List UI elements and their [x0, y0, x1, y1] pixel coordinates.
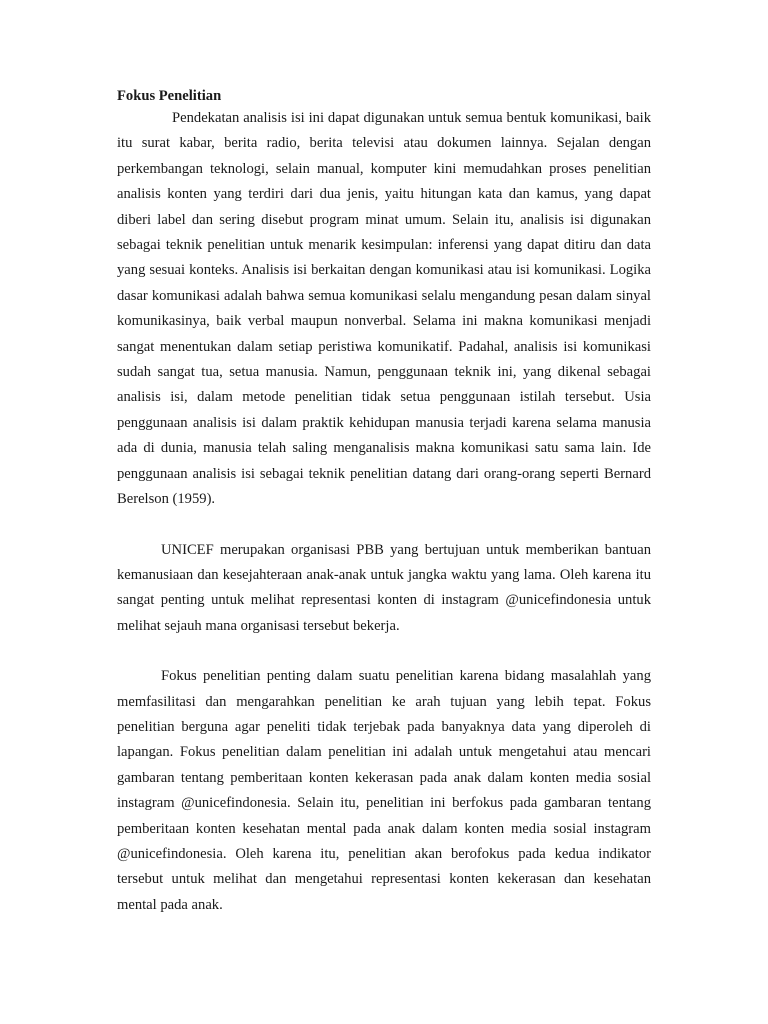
paragraph-unicef: UNICEF merupakan organisasi PBB yang bertujuan untuk memberikan bantuan kemanusiaan dan kesejahteraan anak-anak untuk jangka waktu yang lama. Oleh karena itu sangat penting untuk melihat representasi konten di instagram @unicefindonesia untuk melihat sejauh mana organisasi tersebut bekerja.	[117, 541, 651, 634]
paragraph-research-focus: Fokus penelitian penting dalam suatu penelitian karena bidang masalahlah yang memfasilitasi dan mengarahkan penelitian ke arah tujuan yang lebih tepat. Fokus penelitian berguna agar peneliti tidak terjebak pada banyaknya data yang diperoleh di lapangan. Fokus penelitian dalam penelitian ini adalah untuk mengetahui atau mencari gambaran tentang pemberitaan konten kekerasan pada anak dalam konten media sosial instagram @unicefindonesia. Selain itu, penelitian ini berfokus pada gambaran tentang pemberitaan konten kesehatan mental pada anak dalam konten media sosial instagram @unicefindonesia. Oleh karena itu, penelitian akan berofokus pada kedua indikator tersebut untuk melihat dan mengetahui representasi konten kekerasan dan kesehatan mental pada anak.	[117, 668, 651, 913]
paragraph-content-analysis: Pendekatan analisis isi ini dapat digunakan untuk semua bentuk komunikasi, baik itu surat kabar, berita radio, berita televisi atau dokumen lainnya. Sejalan dengan perkembangan teknologi, selain manual, komputer kini memudahkan proses penelitian analisis konten yang terdiri dari dua jenis, yaitu hitungan kata dan kamus, yang dapat diberi label dan sering disebut program minat umum. Selain itu, analisis isi digunakan sebagai teknik penelitian untuk menarik kesimpulan: inferensi yang dapat ditiru dan data yang sesuai konteks. Analisis isi berkaitan dengan komunikasi atau isi komunikasi. Logika dasar komunikasi adalah bahwa semua komunikasi selalu mengandung pesan dalam sinyal komunikasinya, baik verbal maupun nonverbal. Selama ini makna komunikasi menjadi sangat menentukan dalam setiap peristiwa komunikatif. Padahal, analisis isi komunikasi sudah sangat tua, setua manusia. Namun, penggunaan teknik ini, yang dikenal sebagai analisis isi, dalam metode penelitian tidak setua penggunaan istilah tersebut. Usia penggunaan analisis isi dalam praktik kehidupan manusia terjadi karena selama manusia ada di dunia, manusia telah saling menganalisis makna komunikasi satu sama lain. Ide penggunaan analisis isi sebagai teknik penelitian datang dari orang-orang seperti Bernard Berelson (1959).	[117, 110, 651, 508]
section-heading: Fokus Penelitian	[117, 88, 222, 104]
